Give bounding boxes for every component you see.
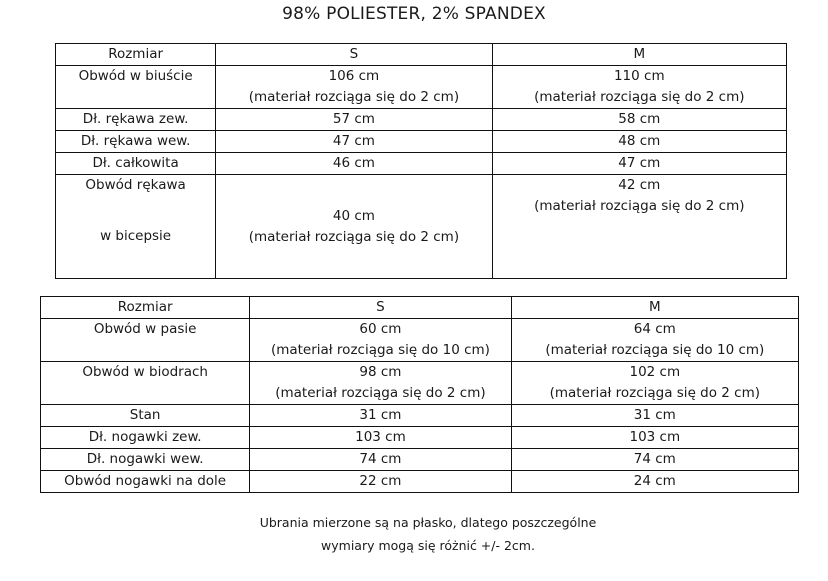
cell-value: 48 cm (618, 133, 661, 149)
header-size-m: M (511, 297, 798, 319)
cell-note: (materiał rozciąga się do 2 cm) (534, 198, 745, 214)
row-label: Dł. nogawki zew. (41, 427, 250, 449)
cell-size-s (216, 131, 492, 153)
bottom-table-header (41, 297, 799, 319)
cell-size-s (250, 449, 511, 471)
cell-size-s (250, 362, 511, 405)
cell-value: 47 cm (618, 155, 661, 171)
cell-size-m (492, 175, 786, 279)
cell-value: 31 cm (359, 407, 402, 423)
cell-value: 42 cm (618, 177, 661, 193)
cell-value: 46 cm (332, 155, 375, 171)
bottom-size-table (40, 296, 799, 493)
cell-size-s (216, 175, 492, 279)
cell-value: 57 cm (332, 111, 375, 127)
cell-value: 103 cm (629, 429, 681, 445)
row-label: Dł. nogawki wew. (41, 449, 250, 471)
cell-size-m (511, 319, 798, 362)
header-size-m: M (492, 44, 786, 66)
cell-size-m (511, 427, 798, 449)
row-label: Obwód nogawki na dole (41, 471, 250, 493)
row-label: Dł. rękawa zew. (56, 109, 216, 131)
cell-size-s (216, 153, 492, 175)
table-row (41, 405, 799, 427)
cell-value: 102 cm (629, 364, 681, 380)
table-row (41, 471, 799, 493)
table-row (56, 131, 787, 153)
cell-note: (materiał rozciąga się do 2 cm) (534, 89, 745, 105)
top-size-table (55, 43, 787, 279)
cell-value: 106 cm (328, 68, 380, 84)
cell-size-s (250, 405, 511, 427)
header-size-label: Rozmiar (56, 44, 216, 66)
cell-value: 110 cm (613, 68, 665, 84)
row-label: Obwód w pasie (41, 319, 250, 362)
cell-note: (materiał rozciąga się do 10 cm) (545, 342, 765, 358)
cell-size-m (492, 153, 786, 175)
cell-value: 22 cm (359, 473, 402, 489)
cell-note: (materiał rozciąga się do 2 cm) (248, 89, 460, 105)
table-row (41, 449, 799, 471)
cell-size-s (250, 319, 511, 362)
row-label: Obwód w biuście (56, 66, 216, 109)
table-row (56, 175, 787, 279)
table-row (56, 66, 787, 109)
measurement-note-line1: Ubrania mierzone są na płasko, dlatego poszczególne (259, 515, 597, 530)
cell-value: 40 cm (332, 208, 375, 224)
cell-value: 58 cm (618, 111, 661, 127)
cell-value: 103 cm (355, 429, 406, 445)
cell-size-m (511, 405, 798, 427)
cell-value: 60 cm (359, 321, 402, 337)
row-label: Stan (41, 405, 250, 427)
table-row (41, 319, 799, 362)
table-row (56, 109, 787, 131)
cell-size-s (250, 471, 511, 493)
cell-note: (materiał rozciąga się do 2 cm) (275, 385, 486, 401)
row-label (56, 175, 216, 279)
table-row (41, 362, 799, 405)
bottom-table-body (41, 319, 799, 493)
cell-note: (materiał rozciąga się do 10 cm) (270, 342, 490, 358)
cell-note: (materiał rozciąga się do 2 cm) (549, 385, 760, 401)
table-row (41, 427, 799, 449)
bicep-label-top: Obwód rękawa (85, 177, 186, 193)
top-table-header (56, 44, 787, 66)
cell-value: 98 cm (359, 364, 402, 380)
cell-value: 74 cm (633, 451, 676, 467)
cell-note: (materiał rozciąga się do 2 cm) (248, 229, 460, 245)
cell-value: 47 cm (332, 133, 375, 149)
bicep-label-bottom: w bicepsie (100, 228, 172, 244)
cell-size-s (216, 109, 492, 131)
row-label: Dł. rękawa wew. (56, 131, 216, 153)
cell-size-s (216, 66, 492, 109)
header-size-label: Rozmiar (41, 297, 250, 319)
top-table-body (56, 66, 787, 175)
cell-value: 24 cm (633, 473, 676, 489)
row-label: Obwód w biodrach (41, 362, 250, 405)
header-size-s: S (250, 297, 511, 319)
cell-size-m (492, 66, 786, 109)
row-label: Dł. całkowita (56, 153, 216, 175)
cell-size-m (492, 109, 786, 131)
cell-value: 64 cm (633, 321, 676, 337)
cell-size-m (511, 449, 798, 471)
cell-size-m (492, 131, 786, 153)
cell-size-s (250, 427, 511, 449)
header-size-s: S (216, 44, 492, 66)
measurement-note-line2: wymiary mogą się różnić +/- 2cm. (321, 538, 535, 553)
cell-size-m (511, 471, 798, 493)
cell-size-m (511, 362, 798, 405)
cell-value: 31 cm (633, 407, 676, 423)
page-title: 98% POLIESTER, 2% SPANDEX (282, 4, 546, 24)
cell-value: 74 cm (359, 451, 402, 467)
table-row (56, 153, 787, 175)
top-table-bicep-section (56, 175, 787, 279)
